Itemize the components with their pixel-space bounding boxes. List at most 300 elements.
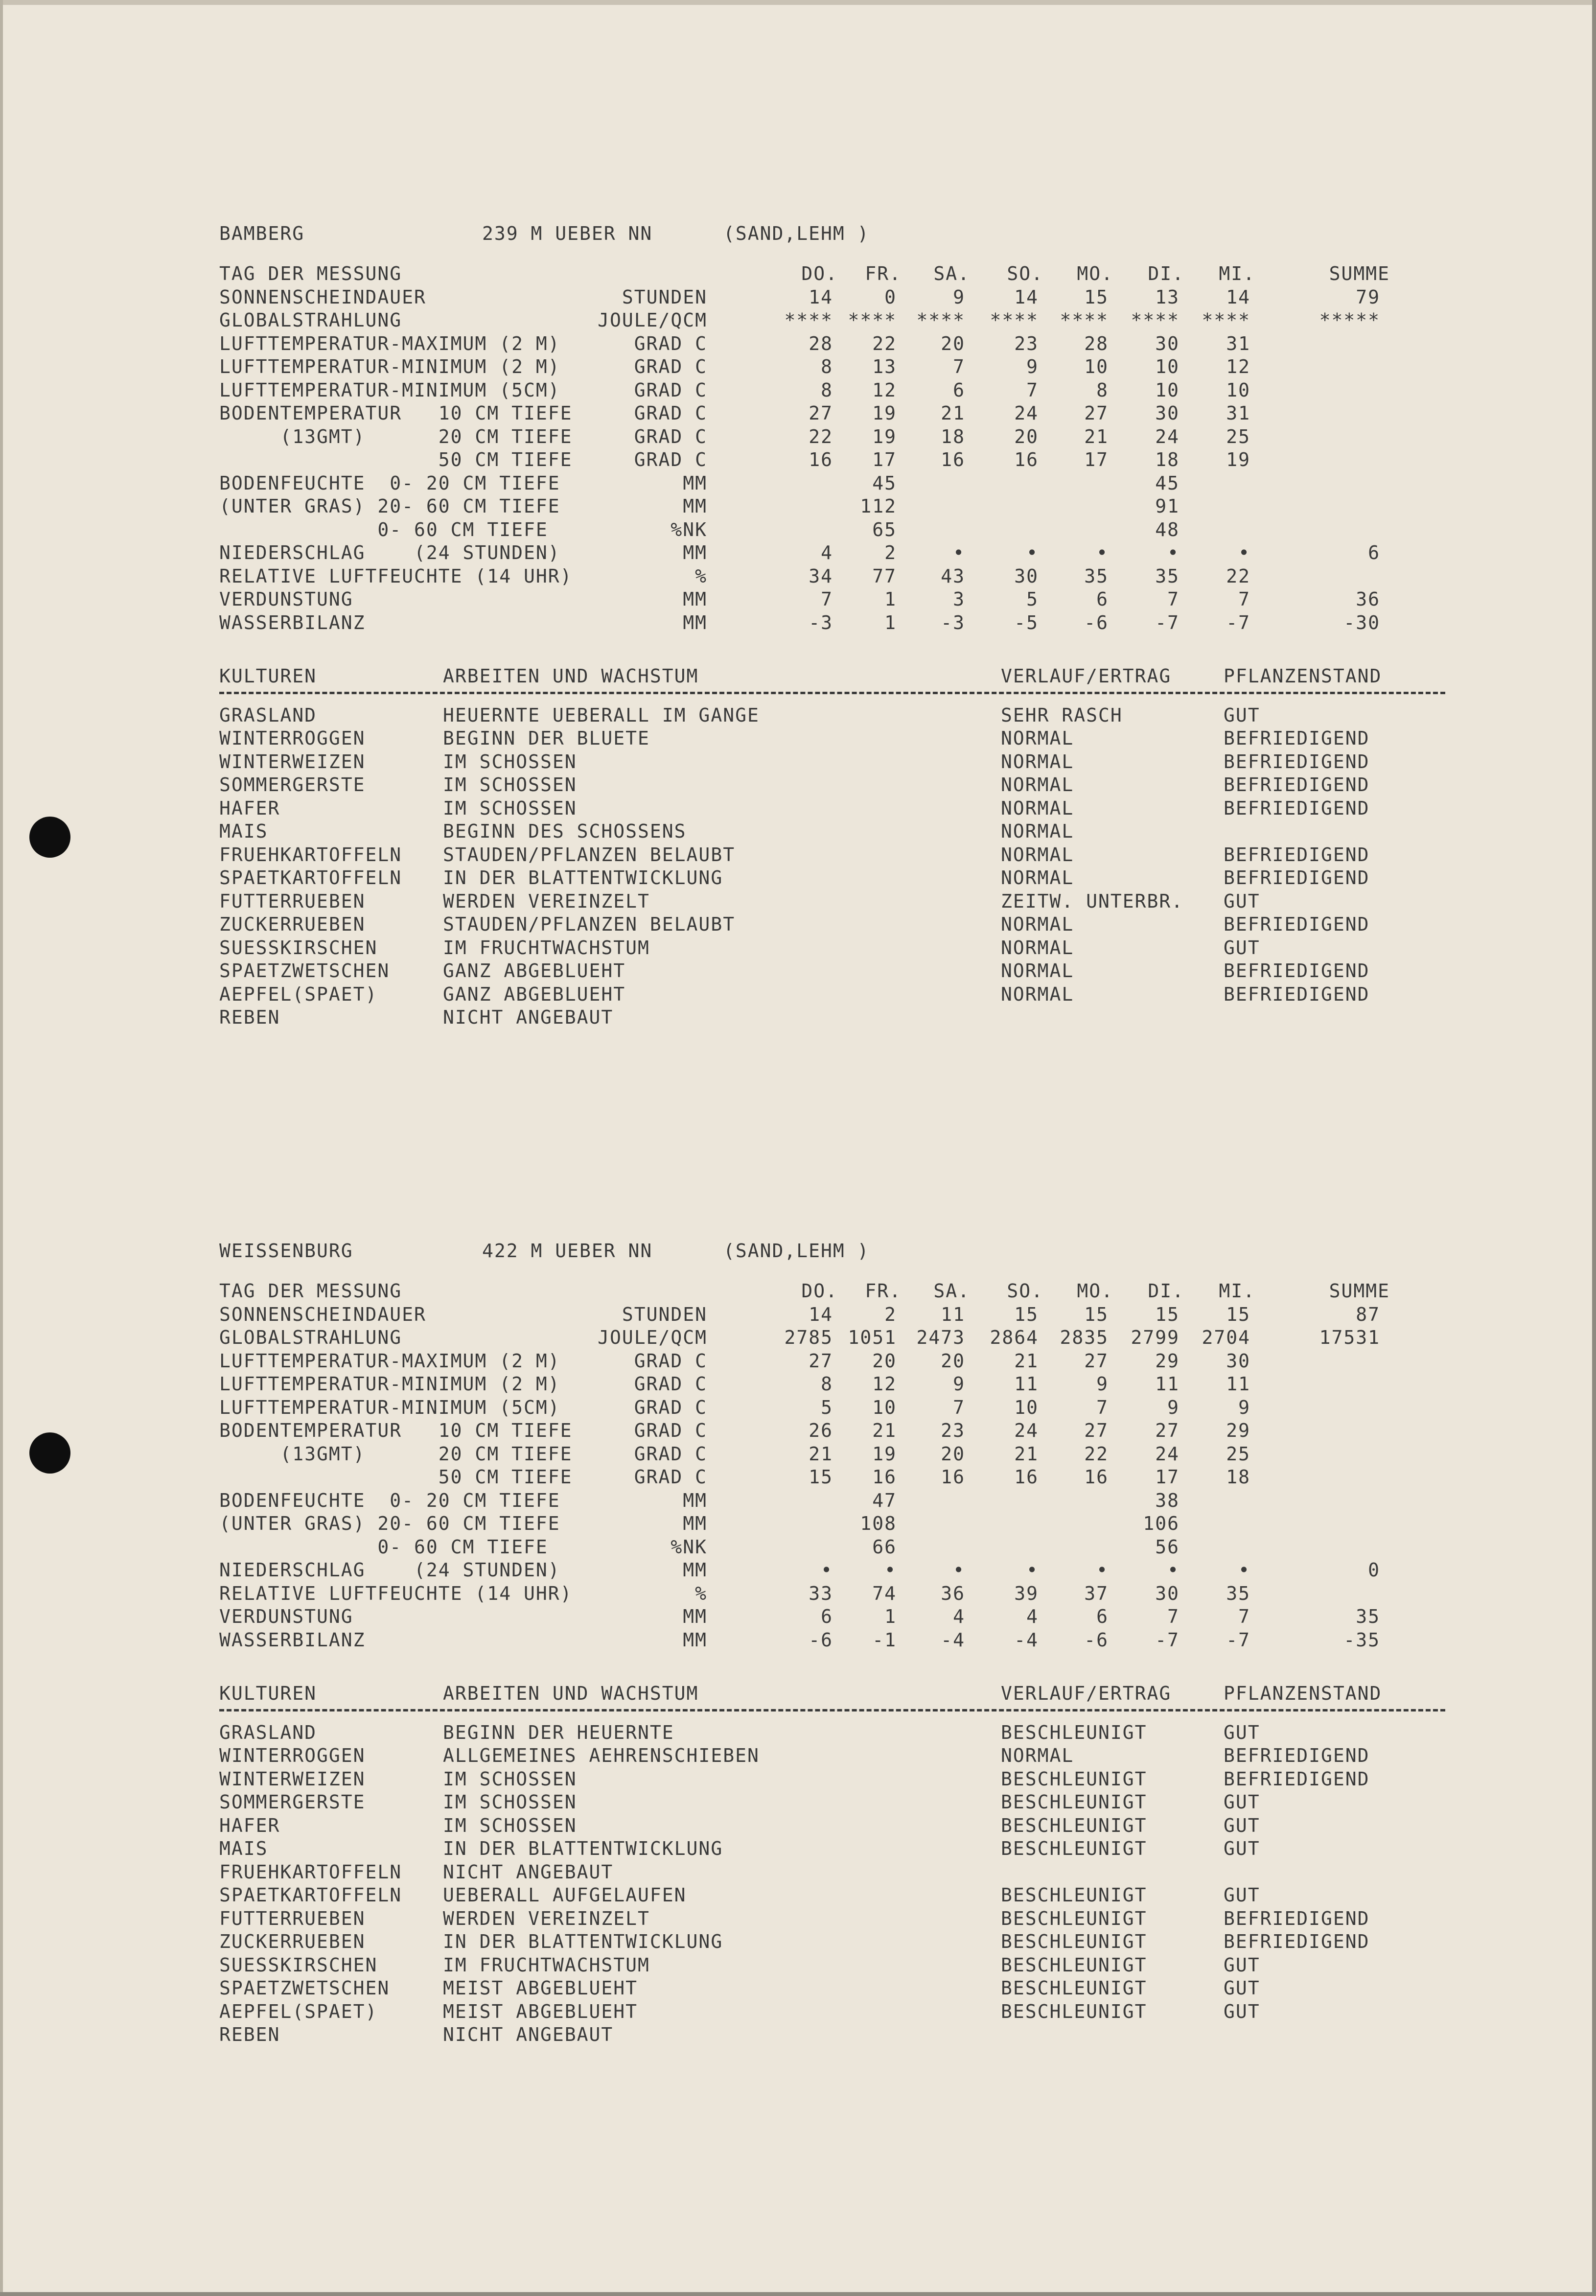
weather-row-label: GLOBALSTRAHLUNG bbox=[219, 309, 402, 331]
weather-cell: 20 bbox=[941, 1443, 965, 1465]
weather-cell: 48 bbox=[1155, 518, 1180, 540]
weather-cell: • bbox=[1096, 542, 1109, 563]
weather-row-label: NIEDERSCHLAG (24 STUNDEN) bbox=[219, 1559, 560, 1581]
weather-cell: **** bbox=[916, 309, 965, 331]
weather-cell: 17 bbox=[872, 449, 897, 470]
weather-cell: 27 bbox=[1084, 1420, 1109, 1441]
weather-cell: • bbox=[1096, 1559, 1109, 1581]
weather-cell: • bbox=[953, 542, 965, 563]
crop-work: BEGINN DER HEUERNTE bbox=[443, 1721, 674, 1743]
weather-cell: 22 bbox=[809, 425, 833, 447]
weather-cell: 6 bbox=[821, 1606, 833, 1627]
crop-work: HEUERNTE UEBERALL IM GANGE bbox=[443, 704, 760, 726]
weather-cell: 21 bbox=[941, 402, 965, 424]
weather-cell: 16 bbox=[809, 449, 833, 470]
weather-cell: 1051 bbox=[848, 1327, 897, 1348]
weather-cell: 7 bbox=[953, 1396, 965, 1418]
weather-cell: 6 bbox=[1096, 1606, 1109, 1627]
weather-cell: 2 bbox=[884, 542, 897, 563]
weather-row-unit: STUNDEN bbox=[622, 1303, 707, 1325]
weather-cell: 9 bbox=[1026, 356, 1039, 377]
crop-work: WERDEN VEREINZELT bbox=[443, 890, 650, 912]
crop-progress: ZEITW. UNTERBR. bbox=[1001, 890, 1184, 912]
crop-condition: BEFRIEDIGEND bbox=[1224, 983, 1370, 1005]
weather-cell: 10 bbox=[1155, 356, 1180, 377]
crops-header-divider bbox=[219, 1709, 1445, 1711]
crop-progress: NORMAL bbox=[1001, 774, 1074, 796]
weather-cell: 112 bbox=[860, 495, 897, 517]
crop-work: STAUDEN/PFLANZEN BELAUBT bbox=[443, 843, 736, 866]
crop-name: WINTERWEIZEN bbox=[219, 750, 366, 773]
crop-progress: NORMAL bbox=[1001, 914, 1074, 936]
weather-cell: 29 bbox=[1226, 1420, 1250, 1441]
crop-progress: NORMAL bbox=[1001, 843, 1074, 866]
weather-cell: 26 bbox=[809, 1420, 833, 1441]
weather-row-label: WASSERBILANZ bbox=[219, 611, 366, 633]
crop-condition: BEFRIEDIGEND bbox=[1224, 960, 1370, 982]
weather-cell: 5 bbox=[821, 1396, 833, 1418]
crop-condition: BEFRIEDIGEND bbox=[1224, 914, 1370, 936]
crop-name: MAIS bbox=[219, 820, 268, 843]
station-elevation: 239 M UEBER NN bbox=[482, 223, 653, 244]
weather-cell: 2 bbox=[884, 1303, 897, 1325]
weather-cell: 45 bbox=[1155, 472, 1180, 494]
weather-day-header: MO. bbox=[1077, 263, 1113, 284]
weather-cell: -7 bbox=[1155, 1629, 1180, 1651]
weather-row-total: 35 bbox=[1356, 1606, 1380, 1627]
weather-cell: 20 bbox=[1014, 425, 1039, 447]
crop-condition: BEFRIEDIGEND bbox=[1224, 1931, 1370, 1953]
weather-row-label: VERDUNSTUNG bbox=[219, 1606, 353, 1627]
weather-cell: 25 bbox=[1226, 425, 1250, 447]
crop-name: SUESSKIRSCHEN bbox=[219, 1954, 378, 1976]
crops-header-condition: PFLANZENSTAND bbox=[1224, 665, 1382, 687]
crop-name: AEPFEL(SPAET) bbox=[219, 2000, 378, 2022]
crop-name: SPAETZWETSCHEN bbox=[219, 1977, 390, 1999]
weather-row-total: 79 bbox=[1356, 286, 1380, 308]
weather-row-unit: MM bbox=[683, 611, 707, 633]
weather-cell: 35 bbox=[1226, 1582, 1250, 1604]
crops-header-divider bbox=[219, 692, 1445, 694]
weather-cell: 36 bbox=[941, 1582, 965, 1604]
weather-cell: **** bbox=[1202, 309, 1250, 331]
weather-cell: **** bbox=[1131, 309, 1180, 331]
weather-row-unit: MM bbox=[683, 588, 707, 610]
crop-name: FRUEHKARTOFFELN bbox=[219, 843, 402, 866]
weather-row-unit: GRAD C bbox=[634, 332, 707, 354]
weather-cell: 2704 bbox=[1202, 1327, 1250, 1348]
crop-name: SPAETZWETSCHEN bbox=[219, 960, 390, 982]
weather-cell: 21 bbox=[1014, 1443, 1039, 1465]
weather-row-total: 36 bbox=[1356, 588, 1380, 610]
weather-row-label: 0- 60 CM TIEFE bbox=[219, 1536, 548, 1558]
weather-cell: • bbox=[1167, 542, 1180, 563]
weather-cell: 21 bbox=[872, 1420, 897, 1441]
crop-work: IM SCHOSSEN bbox=[443, 750, 577, 773]
weather-row-unit: MM bbox=[683, 1629, 707, 1651]
crop-condition: GUT bbox=[1224, 1814, 1260, 1836]
weather-cell: 24 bbox=[1014, 402, 1039, 424]
weather-cell: 30 bbox=[1155, 332, 1180, 354]
crop-work: ALLGEMEINES AEHRENSCHIEBEN bbox=[443, 1745, 760, 1767]
crop-progress: BESCHLEUNIGT bbox=[1001, 1954, 1147, 1976]
weather-row-total: -35 bbox=[1343, 1629, 1380, 1651]
weather-cell: 21 bbox=[1084, 425, 1109, 447]
crops-header-work: ARBEITEN UND WACHSTUM bbox=[443, 665, 699, 687]
weather-cell: 15 bbox=[1155, 1303, 1180, 1325]
weather-cell: 7 bbox=[1167, 1606, 1180, 1627]
weather-cell: **** bbox=[990, 309, 1039, 331]
weather-day-header: DI. bbox=[1148, 1280, 1184, 1302]
weather-cell: 19 bbox=[872, 425, 897, 447]
crop-progress: NORMAL bbox=[1001, 750, 1074, 773]
weather-cell: 16 bbox=[941, 449, 965, 470]
weather-cell: 1 bbox=[884, 611, 897, 633]
weather-cell: 4 bbox=[821, 542, 833, 563]
station-name: WEISSENBURG bbox=[219, 1240, 353, 1262]
crop-name: FUTTERRUEBEN bbox=[219, 1907, 366, 1929]
weather-cell: 34 bbox=[809, 565, 833, 587]
crop-work: IM SCHOSSEN bbox=[443, 1814, 577, 1836]
weather-row-label: WASSERBILANZ bbox=[219, 1629, 366, 1651]
weather-cell: 10 bbox=[1155, 379, 1180, 401]
weather-day-header: SO. bbox=[1007, 263, 1043, 284]
crop-name: FUTTERRUEBEN bbox=[219, 890, 366, 912]
weather-cell: 66 bbox=[872, 1536, 897, 1558]
weather-row-unit: MM bbox=[683, 1606, 707, 1627]
crop-work: IM FRUCHTWACHSTUM bbox=[443, 937, 650, 959]
crop-work: WERDEN VEREINZELT bbox=[443, 1907, 650, 1929]
weather-row-unit: MM bbox=[683, 542, 707, 563]
weather-cell: 5 bbox=[1026, 588, 1039, 610]
crop-name: HAFER bbox=[219, 1814, 280, 1836]
weather-cell: 9 bbox=[953, 286, 965, 308]
weather-cell: 2864 bbox=[990, 1327, 1039, 1348]
weather-cell: • bbox=[821, 1559, 833, 1581]
weather-row-unit: GRAD C bbox=[634, 402, 707, 424]
weather-row-label: LUFTTEMPERATUR-MINIMUM (2 M) bbox=[219, 356, 560, 377]
weather-cell: 37 bbox=[1084, 1582, 1109, 1604]
weather-cell: 65 bbox=[872, 518, 897, 540]
weather-row-label: RELATIVE LUFTFEUCHTE (14 UHR) bbox=[219, 1582, 573, 1604]
weather-cell: -4 bbox=[941, 1629, 965, 1651]
weather-cell: 24 bbox=[1155, 425, 1180, 447]
weather-cell: 7 bbox=[1238, 588, 1250, 610]
weather-cell: 15 bbox=[809, 1466, 833, 1488]
weather-cell: 39 bbox=[1014, 1582, 1039, 1604]
weather-row-label: LUFTTEMPERATUR-MAXIMUM (2 M) bbox=[219, 1350, 560, 1372]
weather-cell: 16 bbox=[1014, 449, 1039, 470]
weather-cell: 15 bbox=[1084, 1303, 1109, 1325]
weather-cell: 2785 bbox=[784, 1327, 833, 1348]
weather-day-header: DO. bbox=[801, 263, 838, 284]
weather-day-header: FR. bbox=[865, 1280, 902, 1302]
crop-name: WINTERROGGEN bbox=[219, 1745, 366, 1767]
weather-row-unit: %NK bbox=[671, 518, 707, 540]
weather-cell: 17 bbox=[1084, 449, 1109, 470]
crop-progress: NORMAL bbox=[1001, 1745, 1074, 1767]
weather-cell: 10 bbox=[872, 1396, 897, 1418]
crop-work: IN DER BLATTENTWICKLUNG bbox=[443, 1931, 723, 1953]
weather-row-label: LUFTTEMPERATUR-MINIMUM (5CM) bbox=[219, 379, 560, 401]
crop-progress: NORMAL bbox=[1001, 867, 1074, 889]
weather-cell: 30 bbox=[1014, 565, 1039, 587]
weather-cell: • bbox=[1026, 1559, 1039, 1581]
weather-row-unit: GRAD C bbox=[634, 1350, 707, 1372]
crop-work: IM FRUCHTWACHSTUM bbox=[443, 1954, 650, 1976]
weather-cell: **** bbox=[784, 309, 833, 331]
weather-cell: 27 bbox=[1084, 402, 1109, 424]
weather-cell: 22 bbox=[1084, 1443, 1109, 1465]
weather-cell: 35 bbox=[1155, 565, 1180, 587]
weather-day-header: FR. bbox=[865, 263, 902, 284]
weather-row-unit: JOULE/QCM bbox=[598, 309, 707, 331]
crop-work: GANZ ABGEBLUEHT bbox=[443, 983, 626, 1005]
crop-condition: BEFRIEDIGEND bbox=[1224, 750, 1370, 773]
crop-condition: GUT bbox=[1224, 1838, 1260, 1860]
weather-row-unit: GRAD C bbox=[634, 379, 707, 401]
weather-cell: 4 bbox=[1026, 1606, 1039, 1627]
weather-cell: -4 bbox=[1014, 1629, 1039, 1651]
weather-cell: 20 bbox=[872, 1350, 897, 1372]
weather-total-header: SUMME bbox=[1329, 263, 1390, 284]
weather-cell: 7 bbox=[821, 588, 833, 610]
crop-progress: BESCHLEUNIGT bbox=[1001, 2000, 1147, 2022]
weather-cell: 20 bbox=[941, 1350, 965, 1372]
weather-cell: • bbox=[953, 1559, 965, 1581]
weather-cell: -7 bbox=[1226, 611, 1250, 633]
weather-cell: -7 bbox=[1155, 611, 1180, 633]
weather-cell: 30 bbox=[1155, 402, 1180, 424]
weather-row-unit: GRAD C bbox=[634, 1396, 707, 1418]
crop-work: MEIST ABGEBLUEHT bbox=[443, 2000, 638, 2022]
crop-work: MEIST ABGEBLUEHT bbox=[443, 1977, 638, 1999]
weather-row-unit: % bbox=[695, 565, 707, 587]
crop-work: IM SCHOSSEN bbox=[443, 1791, 577, 1813]
crop-name: HAFER bbox=[219, 797, 280, 819]
weather-cell: 19 bbox=[872, 1443, 897, 1465]
weather-cell: 28 bbox=[1084, 332, 1109, 354]
weather-row-unit: GRAD C bbox=[634, 1420, 707, 1441]
weather-row-total: -30 bbox=[1343, 611, 1380, 633]
crop-condition: BEFRIEDIGEND bbox=[1224, 797, 1370, 819]
station-elevation: 422 M UEBER NN bbox=[482, 1240, 653, 1262]
crop-name: SPAETKARTOFFELN bbox=[219, 1884, 402, 1906]
weather-day-header: MI. bbox=[1219, 263, 1255, 284]
weather-cell: -7 bbox=[1226, 1629, 1250, 1651]
crop-progress: BESCHLEUNIGT bbox=[1001, 1721, 1147, 1743]
weather-cell: -6 bbox=[1084, 1629, 1109, 1651]
crop-name: REBEN bbox=[219, 1007, 280, 1029]
weather-cell: -6 bbox=[809, 1629, 833, 1651]
weather-cell: 33 bbox=[809, 1582, 833, 1604]
weather-cell: 2473 bbox=[916, 1327, 965, 1348]
weather-cell: 12 bbox=[1226, 356, 1250, 377]
weather-cell: 29 bbox=[1155, 1350, 1180, 1372]
weather-row-total: 87 bbox=[1356, 1303, 1380, 1325]
crop-name: FRUEHKARTOFFELN bbox=[219, 1861, 402, 1883]
weather-row-label: (UNTER GRAS) 20- 60 CM TIEFE bbox=[219, 1513, 560, 1534]
weather-cell: 14 bbox=[809, 1303, 833, 1325]
crop-work: IM SCHOSSEN bbox=[443, 1768, 577, 1790]
weather-day-header: SA. bbox=[933, 263, 970, 284]
weather-cell: 2835 bbox=[1060, 1327, 1109, 1348]
weather-cell: 8 bbox=[1096, 379, 1109, 401]
weather-cell: 15 bbox=[1014, 1303, 1039, 1325]
weather-header-label: TAG DER MESSUNG bbox=[219, 1280, 402, 1302]
weather-row-label: BODENTEMPERATUR 10 CM TIEFE bbox=[219, 1420, 573, 1441]
crop-name: ZUCKERRUEBEN bbox=[219, 1931, 366, 1953]
weather-cell: 19 bbox=[872, 402, 897, 424]
weather-cell: 21 bbox=[1014, 1350, 1039, 1372]
weather-row-label: LUFTTEMPERATUR-MAXIMUM (2 M) bbox=[219, 332, 560, 354]
weather-cell: 6 bbox=[953, 379, 965, 401]
crop-condition: GUT bbox=[1224, 2000, 1260, 2022]
weather-cell: 30 bbox=[1226, 1350, 1250, 1372]
weather-cell: 12 bbox=[872, 1373, 897, 1395]
crop-work: GANZ ABGEBLUEHT bbox=[443, 960, 626, 982]
weather-cell: 18 bbox=[941, 425, 965, 447]
crop-work: NICHT ANGEBAUT bbox=[443, 2024, 614, 2046]
weather-row-label: BODENFEUCHTE 0- 20 CM TIEFE bbox=[219, 472, 560, 494]
weather-day-header: SO. bbox=[1007, 1280, 1043, 1302]
crop-name: AEPFEL(SPAET) bbox=[219, 983, 378, 1005]
crop-work: BEGINN DES SCHOSSENS bbox=[443, 820, 687, 843]
weather-cell: • bbox=[1167, 1559, 1180, 1581]
weather-row-total: ***** bbox=[1319, 309, 1380, 331]
crop-name: ZUCKERRUEBEN bbox=[219, 914, 366, 936]
weather-row-label: GLOBALSTRAHLUNG bbox=[219, 1327, 402, 1348]
weather-cell: 24 bbox=[1155, 1443, 1180, 1465]
weather-day-header: MO. bbox=[1077, 1280, 1113, 1302]
crop-work: IM SCHOSSEN bbox=[443, 797, 577, 819]
weather-cell: 4 bbox=[953, 1606, 965, 1627]
weather-row-unit: GRAD C bbox=[634, 1443, 707, 1465]
weather-row-total: 6 bbox=[1368, 542, 1380, 563]
crop-name: SPAETKARTOFFELN bbox=[219, 867, 402, 889]
weather-cell: 7 bbox=[1167, 588, 1180, 610]
weather-cell: 91 bbox=[1155, 495, 1180, 517]
weather-cell: 1 bbox=[884, 588, 897, 610]
crop-condition: GUT bbox=[1224, 1791, 1260, 1813]
weather-cell: 43 bbox=[941, 565, 965, 587]
weather-cell: 11 bbox=[1155, 1373, 1180, 1395]
crop-progress: NORMAL bbox=[1001, 983, 1074, 1005]
crop-name: SOMMERGERSTE bbox=[219, 1791, 366, 1813]
crop-condition: GUT bbox=[1224, 704, 1260, 726]
weather-row-label: (13GMT) 20 CM TIEFE bbox=[219, 1443, 573, 1465]
crop-progress: BESCHLEUNIGT bbox=[1001, 1931, 1147, 1953]
weather-cell: 1 bbox=[884, 1606, 897, 1627]
weather-row-unit: GRAD C bbox=[634, 449, 707, 470]
weather-cell: 47 bbox=[872, 1489, 897, 1511]
crop-progress: NORMAL bbox=[1001, 727, 1074, 750]
weather-cell: 11 bbox=[1226, 1373, 1250, 1395]
weather-row-label: 50 CM TIEFE bbox=[219, 1466, 573, 1488]
weather-row-unit: MM bbox=[683, 1559, 707, 1581]
weather-cell: 27 bbox=[1155, 1420, 1180, 1441]
crop-work: IN DER BLATTENTWICKLUNG bbox=[443, 867, 723, 889]
weather-day-header: MI. bbox=[1219, 1280, 1255, 1302]
crop-progress: BESCHLEUNIGT bbox=[1001, 1977, 1147, 1999]
weather-cell: 18 bbox=[1226, 1466, 1250, 1488]
crops-header-crop: KULTUREN bbox=[219, 665, 317, 687]
weather-cell: 74 bbox=[872, 1582, 897, 1604]
weather-row-label: LUFTTEMPERATUR-MINIMUM (5CM) bbox=[219, 1396, 560, 1418]
weather-row-label: BODENFEUCHTE 0- 20 CM TIEFE bbox=[219, 1489, 560, 1511]
weather-row-label: VERDUNSTUNG bbox=[219, 588, 353, 610]
weather-cell: 8 bbox=[821, 356, 833, 377]
weather-cell: 9 bbox=[1096, 1373, 1109, 1395]
crop-progress: SEHR RASCH bbox=[1001, 704, 1123, 726]
weather-cell: -1 bbox=[872, 1629, 897, 1651]
crop-name: MAIS bbox=[219, 1838, 268, 1860]
crop-name: SOMMERGERSTE bbox=[219, 774, 366, 796]
weather-row-label: BODENTEMPERATUR 10 CM TIEFE bbox=[219, 402, 573, 424]
weather-cell: 13 bbox=[872, 356, 897, 377]
crops-header-progress: VERLAUF/ERTRAG bbox=[1001, 665, 1172, 687]
weather-cell: 38 bbox=[1155, 1489, 1180, 1511]
weather-row-label: (13GMT) 20 CM TIEFE bbox=[219, 425, 573, 447]
station-soil: (SAND,LEHM ) bbox=[723, 223, 870, 244]
weather-row-unit: MM bbox=[683, 495, 707, 517]
crop-progress: BESCHLEUNIGT bbox=[1001, 1884, 1147, 1906]
crop-condition: GUT bbox=[1224, 890, 1260, 912]
weather-row-label: SONNENSCHEINDAUER bbox=[219, 1303, 426, 1325]
weather-cell: 45 bbox=[872, 472, 897, 494]
weather-cell: 7 bbox=[1096, 1396, 1109, 1418]
weather-cell: 16 bbox=[1014, 1466, 1039, 1488]
weather-cell: 0 bbox=[884, 286, 897, 308]
crop-condition: GUT bbox=[1224, 1721, 1260, 1743]
weather-row-total: 0 bbox=[1368, 1559, 1380, 1581]
weather-row-label: 0- 60 CM TIEFE bbox=[219, 518, 548, 540]
weather-cell: 27 bbox=[809, 402, 833, 424]
crop-work: BEGINN DER BLUETE bbox=[443, 727, 650, 750]
weather-cell: 25 bbox=[1226, 1443, 1250, 1465]
weather-cell: 6 bbox=[1096, 588, 1109, 610]
weather-row-unit: STUNDEN bbox=[622, 286, 707, 308]
weather-cell: 28 bbox=[809, 332, 833, 354]
weather-cell: 23 bbox=[941, 1420, 965, 1441]
weather-cell: 14 bbox=[809, 286, 833, 308]
weather-cell: 17 bbox=[1155, 1466, 1180, 1488]
crop-progress: NORMAL bbox=[1001, 960, 1074, 982]
weather-cell: 30 bbox=[1155, 1582, 1180, 1604]
crop-progress: BESCHLEUNIGT bbox=[1001, 1791, 1147, 1813]
weather-cell: 8 bbox=[821, 1373, 833, 1395]
crop-progress: NORMAL bbox=[1001, 797, 1074, 819]
crop-name: WINTERWEIZEN bbox=[219, 1768, 366, 1790]
weather-day-header: DO. bbox=[801, 1280, 838, 1302]
weather-cell: 20 bbox=[941, 332, 965, 354]
weather-cell: 22 bbox=[872, 332, 897, 354]
crop-condition: BEFRIEDIGEND bbox=[1224, 1907, 1370, 1929]
weather-cell: 14 bbox=[1226, 286, 1250, 308]
weather-cell: -6 bbox=[1084, 611, 1109, 633]
crop-condition: BEFRIEDIGEND bbox=[1224, 843, 1370, 866]
weather-row-unit: GRAD C bbox=[634, 1466, 707, 1488]
crop-condition: BEFRIEDIGEND bbox=[1224, 867, 1370, 889]
station-soil: (SAND,LEHM ) bbox=[723, 1240, 870, 1262]
weather-cell: • bbox=[1238, 542, 1250, 563]
weather-row-label: SONNENSCHEINDAUER bbox=[219, 286, 426, 308]
weather-total-header: SUMME bbox=[1329, 1280, 1390, 1302]
weather-row-unit: JOULE/QCM bbox=[598, 1327, 707, 1348]
weather-cell: 10 bbox=[1014, 1396, 1039, 1418]
weather-day-header: DI. bbox=[1148, 263, 1184, 284]
weather-cell: 9 bbox=[953, 1373, 965, 1395]
